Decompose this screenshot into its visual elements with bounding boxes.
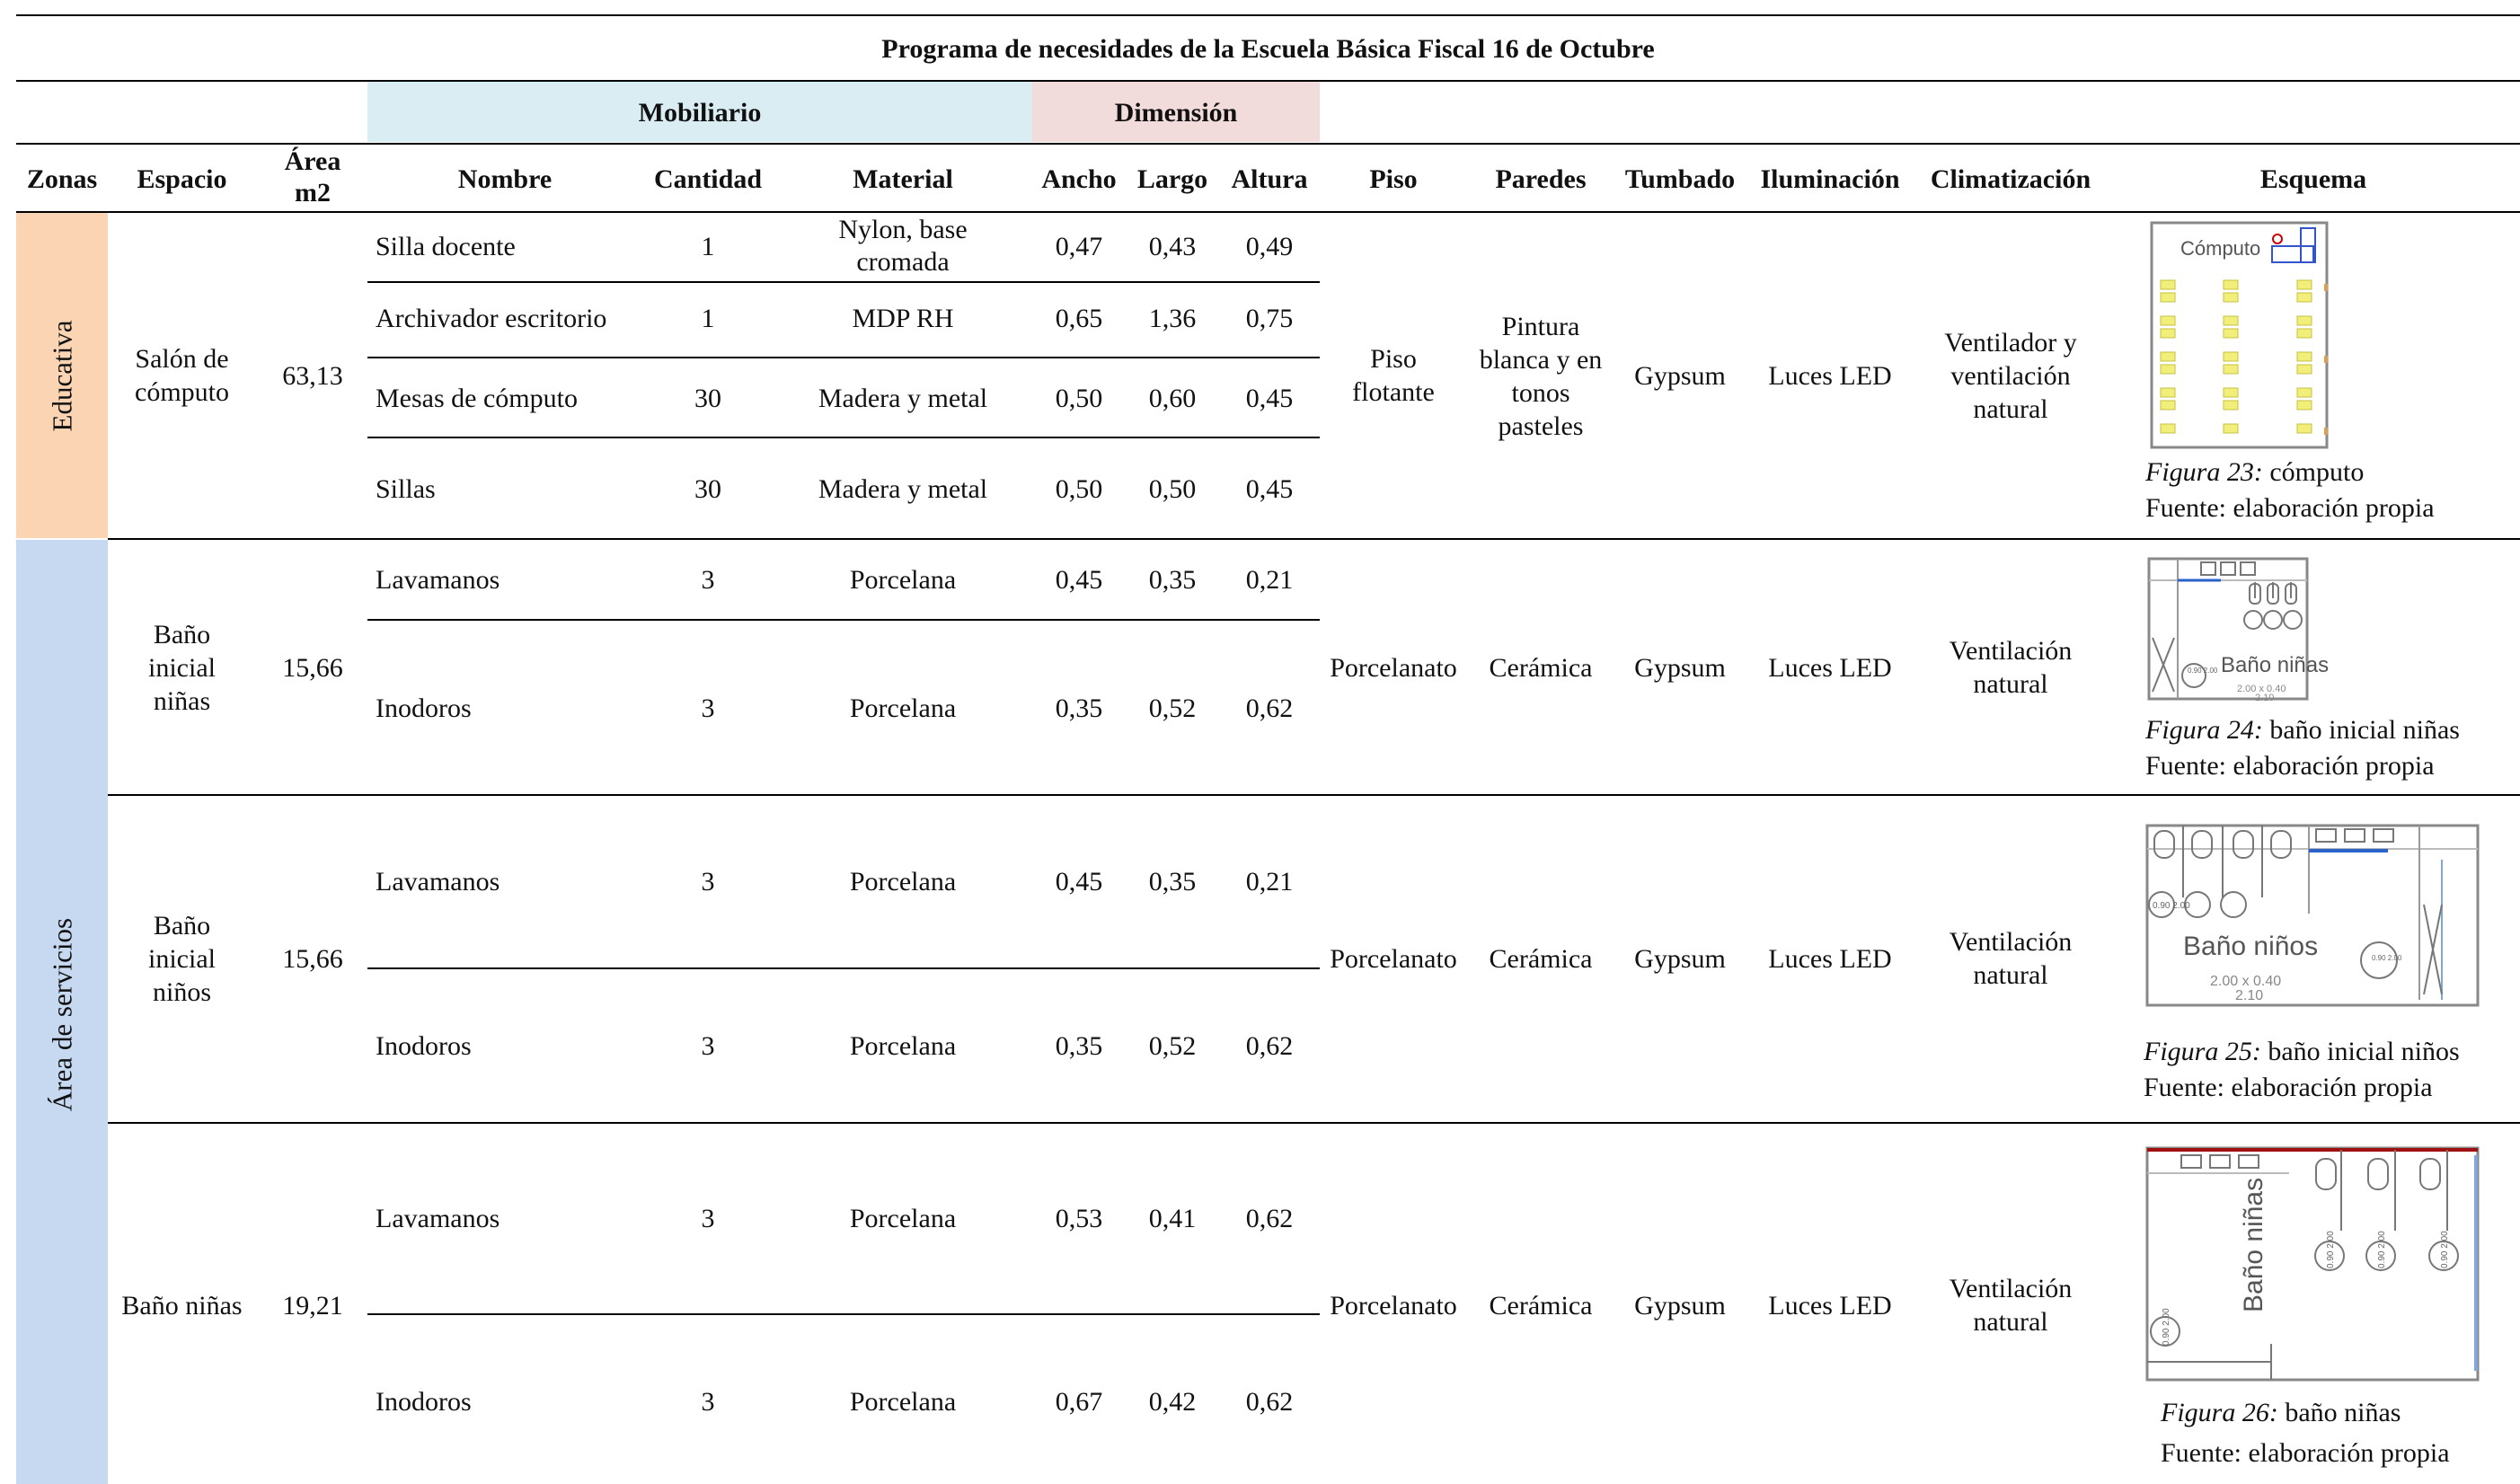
svg-text:0.90 2.00: 0.90 2.00 — [2440, 1231, 2450, 1268]
cantidad-cell: 3 — [701, 1204, 715, 1233]
header-piso: Piso — [1369, 164, 1418, 194]
svg-text:Baño niños: Baño niños — [2183, 932, 2319, 961]
cantidad-cell: 1 — [701, 304, 715, 333]
figure-source: Fuente: elaboración propia — [2145, 493, 2435, 523]
material-cell: Madera y metal — [818, 384, 988, 413]
espacio-cell: Salón de cómputo — [135, 344, 229, 407]
dimension-header: Dimensión — [1114, 98, 1238, 128]
cantidad-cell: 1 — [701, 232, 715, 261]
cantidad-cell: 3 — [701, 693, 715, 723]
espacio-cell: Baño niñas — [121, 1291, 243, 1321]
material-cell: Porcelana — [849, 867, 957, 897]
paredes-cell: Cerámica — [1489, 944, 1593, 974]
svg-text:2.00 x 0.40: 2.00 x 0.40 — [2210, 974, 2282, 989]
svg-text:0.90 2.00: 0.90 2.00 — [2153, 901, 2190, 911]
figure-caption — [2145, 712, 2460, 748]
piso-cell: Porcelanato — [1330, 944, 1457, 974]
climatizacion-cell: Ventilador y ventilación natural — [1944, 328, 2077, 424]
bano-inicial-ninos-floor-plan — [2145, 824, 2480, 1009]
group-header-rule — [16, 143, 2520, 145]
material-cell: Porcelana — [849, 1387, 957, 1417]
altura-cell: 0,75 — [1245, 304, 1294, 333]
figure-number: Figura 25: — [2144, 1037, 2261, 1066]
largo-cell: 0,52 — [1148, 693, 1197, 723]
largo-cell: 0,60 — [1148, 384, 1197, 413]
table-title: Programa de necesidades de la Escuela Básica Fiscal 16 de Octubre — [881, 34, 1655, 64]
altura-cell: 0,62 — [1245, 1387, 1294, 1417]
piso-cell: Porcelanato — [1330, 1291, 1457, 1321]
zone-educativa-label: Educativa — [46, 320, 78, 432]
bano-ninas-floor-plan — [2145, 1146, 2480, 1383]
ancho-cell: 0,53 — [1055, 1204, 1103, 1233]
figure-caption — [2144, 1034, 2460, 1070]
cantidad-cell: 3 — [701, 1031, 715, 1061]
largo-cell: 0,43 — [1148, 232, 1197, 261]
svg-text:0.90 2.00: 0.90 2.00 — [2188, 667, 2218, 675]
header-espacio: Espacio — [137, 164, 227, 194]
altura-cell: 0,45 — [1245, 474, 1294, 504]
header-esquema: Esquema — [2259, 164, 2367, 194]
cantidad-cell: 3 — [701, 867, 715, 897]
figure-source: Fuente: elaboración propia — [2144, 1073, 2433, 1102]
bano-inicial-ninas-floor-plan — [2147, 557, 2330, 703]
row-rule — [367, 281, 1320, 283]
largo-cell: 0,35 — [1148, 867, 1197, 897]
zone-servicios-label: Área de servicios — [46, 917, 78, 1112]
ancho-cell: 0,45 — [1055, 867, 1103, 897]
largo-cell: 1,36 — [1148, 304, 1197, 333]
figure-number: Figura 24: — [2145, 715, 2263, 745]
iluminacion-cell: Luces LED — [1768, 1291, 1892, 1321]
cantidad-cell: 3 — [701, 1387, 715, 1417]
figure-title: baño niñas — [2277, 1398, 2401, 1427]
paredes-cell: Cerámica — [1489, 1291, 1593, 1321]
nombre-cell: Inodoros — [376, 1031, 472, 1061]
header-ancho: Ancho — [1041, 164, 1117, 194]
header-altura: Altura — [1231, 164, 1308, 194]
nombre-cell: Inodoros — [376, 693, 472, 723]
nombre-cell: Lavamanos — [376, 565, 500, 595]
altura-cell: 0,21 — [1245, 867, 1294, 897]
material-cell: MDP RH — [852, 304, 954, 333]
material-cell: Porcelana — [849, 1204, 957, 1233]
ancho-cell: 0,67 — [1055, 1387, 1103, 1417]
material-cell: Nylon, base cromada — [838, 215, 968, 277]
mobiliario-header: Mobiliario — [638, 98, 762, 128]
climatizacion-cell: Ventilación natural — [1949, 636, 2073, 699]
espacio-cell: Baño inicial niñas — [148, 620, 216, 716]
altura-cell: 0,62 — [1245, 1204, 1294, 1233]
ancho-cell: 0,47 — [1055, 232, 1103, 261]
nombre-cell: Lavamanos — [376, 1204, 500, 1233]
figure-source: Fuente: elaboración propia — [2161, 1438, 2450, 1468]
svg-text:Baño niñas: Baño niñas — [2221, 653, 2330, 677]
header-area: Área m2 — [284, 146, 341, 208]
space-rule — [108, 538, 2520, 540]
climatizacion-cell: Ventilación natural — [1949, 927, 2073, 990]
nombre-cell: Mesas de cómputo — [376, 384, 578, 413]
nombre-cell: Silla docente — [376, 232, 516, 261]
tumbado-cell: Gypsum — [1634, 944, 1726, 974]
cantidad-cell: 3 — [701, 565, 715, 595]
header-largo: Largo — [1136, 164, 1208, 194]
svg-text:0.90 2.00: 0.90 2.00 — [2372, 954, 2402, 962]
iluminacion-cell: Luces LED — [1768, 944, 1892, 974]
header-nombre: Nombre — [457, 164, 553, 194]
svg-text:2.00 x 0.40: 2.00 x 0.40 — [2237, 684, 2286, 694]
iluminacion-cell: Luces LED — [1768, 361, 1892, 391]
ancho-cell: 0,65 — [1055, 304, 1103, 333]
computo-floor-plan — [2150, 221, 2330, 451]
nombre-cell: Inodoros — [376, 1387, 472, 1417]
largo-cell: 0,41 — [1148, 1204, 1197, 1233]
header-cantidad: Cantidad — [653, 164, 763, 194]
altura-cell: 0,62 — [1245, 1031, 1294, 1061]
iluminacion-cell: Luces LED — [1768, 653, 1892, 683]
nombre-cell: Sillas — [376, 474, 436, 504]
header-iluminacion: Iluminación — [1760, 164, 1900, 194]
figure-title: baño inicial niñas — [2262, 715, 2460, 745]
ancho-cell: 0,35 — [1055, 1031, 1103, 1061]
espacio-cell: Baño inicial niños — [148, 911, 216, 1007]
svg-text:2.10: 2.10 — [2235, 988, 2264, 1003]
svg-text:Cómputo: Cómputo — [2180, 237, 2261, 260]
paredes-cell: Cerámica — [1489, 653, 1593, 683]
ancho-cell: 0,50 — [1055, 474, 1103, 504]
svg-text:2.10: 2.10 — [2255, 693, 2275, 703]
area-cell: 15,66 — [282, 653, 343, 683]
material-cell: Madera y metal — [818, 474, 988, 504]
row-rule — [367, 967, 1320, 969]
climatizacion-cell: Ventilación natural — [1949, 1274, 2073, 1337]
ancho-cell: 0,50 — [1055, 384, 1103, 413]
material-cell: Porcelana — [849, 565, 957, 595]
figure-number: Figura 26: — [2161, 1398, 2278, 1427]
largo-cell: 0,50 — [1148, 474, 1197, 504]
altura-cell: 0,21 — [1245, 565, 1294, 595]
figure-source: Fuente: elaboración propia — [2145, 751, 2435, 781]
header-material: Material — [853, 164, 953, 194]
cantidad-cell: 30 — [694, 384, 721, 413]
space-rule — [108, 794, 2520, 796]
svg-text:0.90 2.00: 0.90 2.00 — [2377, 1231, 2387, 1268]
ancho-cell: 0,35 — [1055, 693, 1103, 723]
tumbado-cell: Gypsum — [1634, 361, 1726, 391]
material-cell: Porcelana — [849, 693, 957, 723]
piso-cell: Porcelanato — [1330, 653, 1457, 683]
tumbado-cell: Gypsum — [1634, 653, 1726, 683]
row-rule — [367, 357, 1320, 358]
altura-cell: 0,49 — [1245, 232, 1294, 261]
row-rule — [367, 619, 1320, 621]
header-zonas: Zonas — [26, 164, 98, 194]
area-cell: 15,66 — [282, 944, 343, 974]
header-tumbado: Tumbado — [1624, 164, 1736, 194]
figure-number: Figura 23: — [2145, 457, 2263, 487]
row-rule — [367, 1313, 1320, 1315]
svg-text:Baño niñas: Baño niñas — [2239, 1177, 2268, 1312]
ancho-cell: 0,45 — [1055, 565, 1103, 595]
area-cell: 63,13 — [282, 361, 343, 391]
header-paredes: Paredes — [1495, 164, 1587, 194]
material-cell: Porcelana — [849, 1031, 957, 1061]
figure-title: cómputo — [2262, 457, 2365, 487]
svg-text:0.90 2.00: 0.90 2.00 — [2162, 1308, 2171, 1346]
largo-cell: 0,42 — [1148, 1387, 1197, 1417]
cantidad-cell: 30 — [694, 474, 721, 504]
altura-cell: 0,45 — [1245, 384, 1294, 413]
table-top-rule — [16, 14, 2520, 16]
piso-cell: Piso flotante — [1352, 344, 1435, 407]
figure-title: baño inicial niños — [2260, 1037, 2460, 1066]
paredes-cell: Pintura blanca y en tonos pasteles — [1479, 312, 1603, 441]
space-rule — [108, 1122, 2520, 1124]
figure-caption — [2161, 1395, 2401, 1431]
figure-caption — [2145, 455, 2364, 490]
header-rule — [16, 211, 2520, 213]
tumbado-cell: Gypsum — [1634, 1291, 1726, 1321]
largo-cell: 0,52 — [1148, 1031, 1197, 1061]
header-climatizacion: Climatización — [1930, 164, 2091, 194]
area-cell: 19,21 — [282, 1291, 343, 1321]
nombre-cell: Lavamanos — [376, 867, 500, 897]
largo-cell: 0,35 — [1148, 565, 1197, 595]
row-rule — [367, 437, 1320, 438]
altura-cell: 0,62 — [1245, 693, 1294, 723]
nombre-cell: Archivador escritorio — [376, 304, 607, 333]
svg-text:0.90 2.00: 0.90 2.00 — [2326, 1231, 2336, 1268]
